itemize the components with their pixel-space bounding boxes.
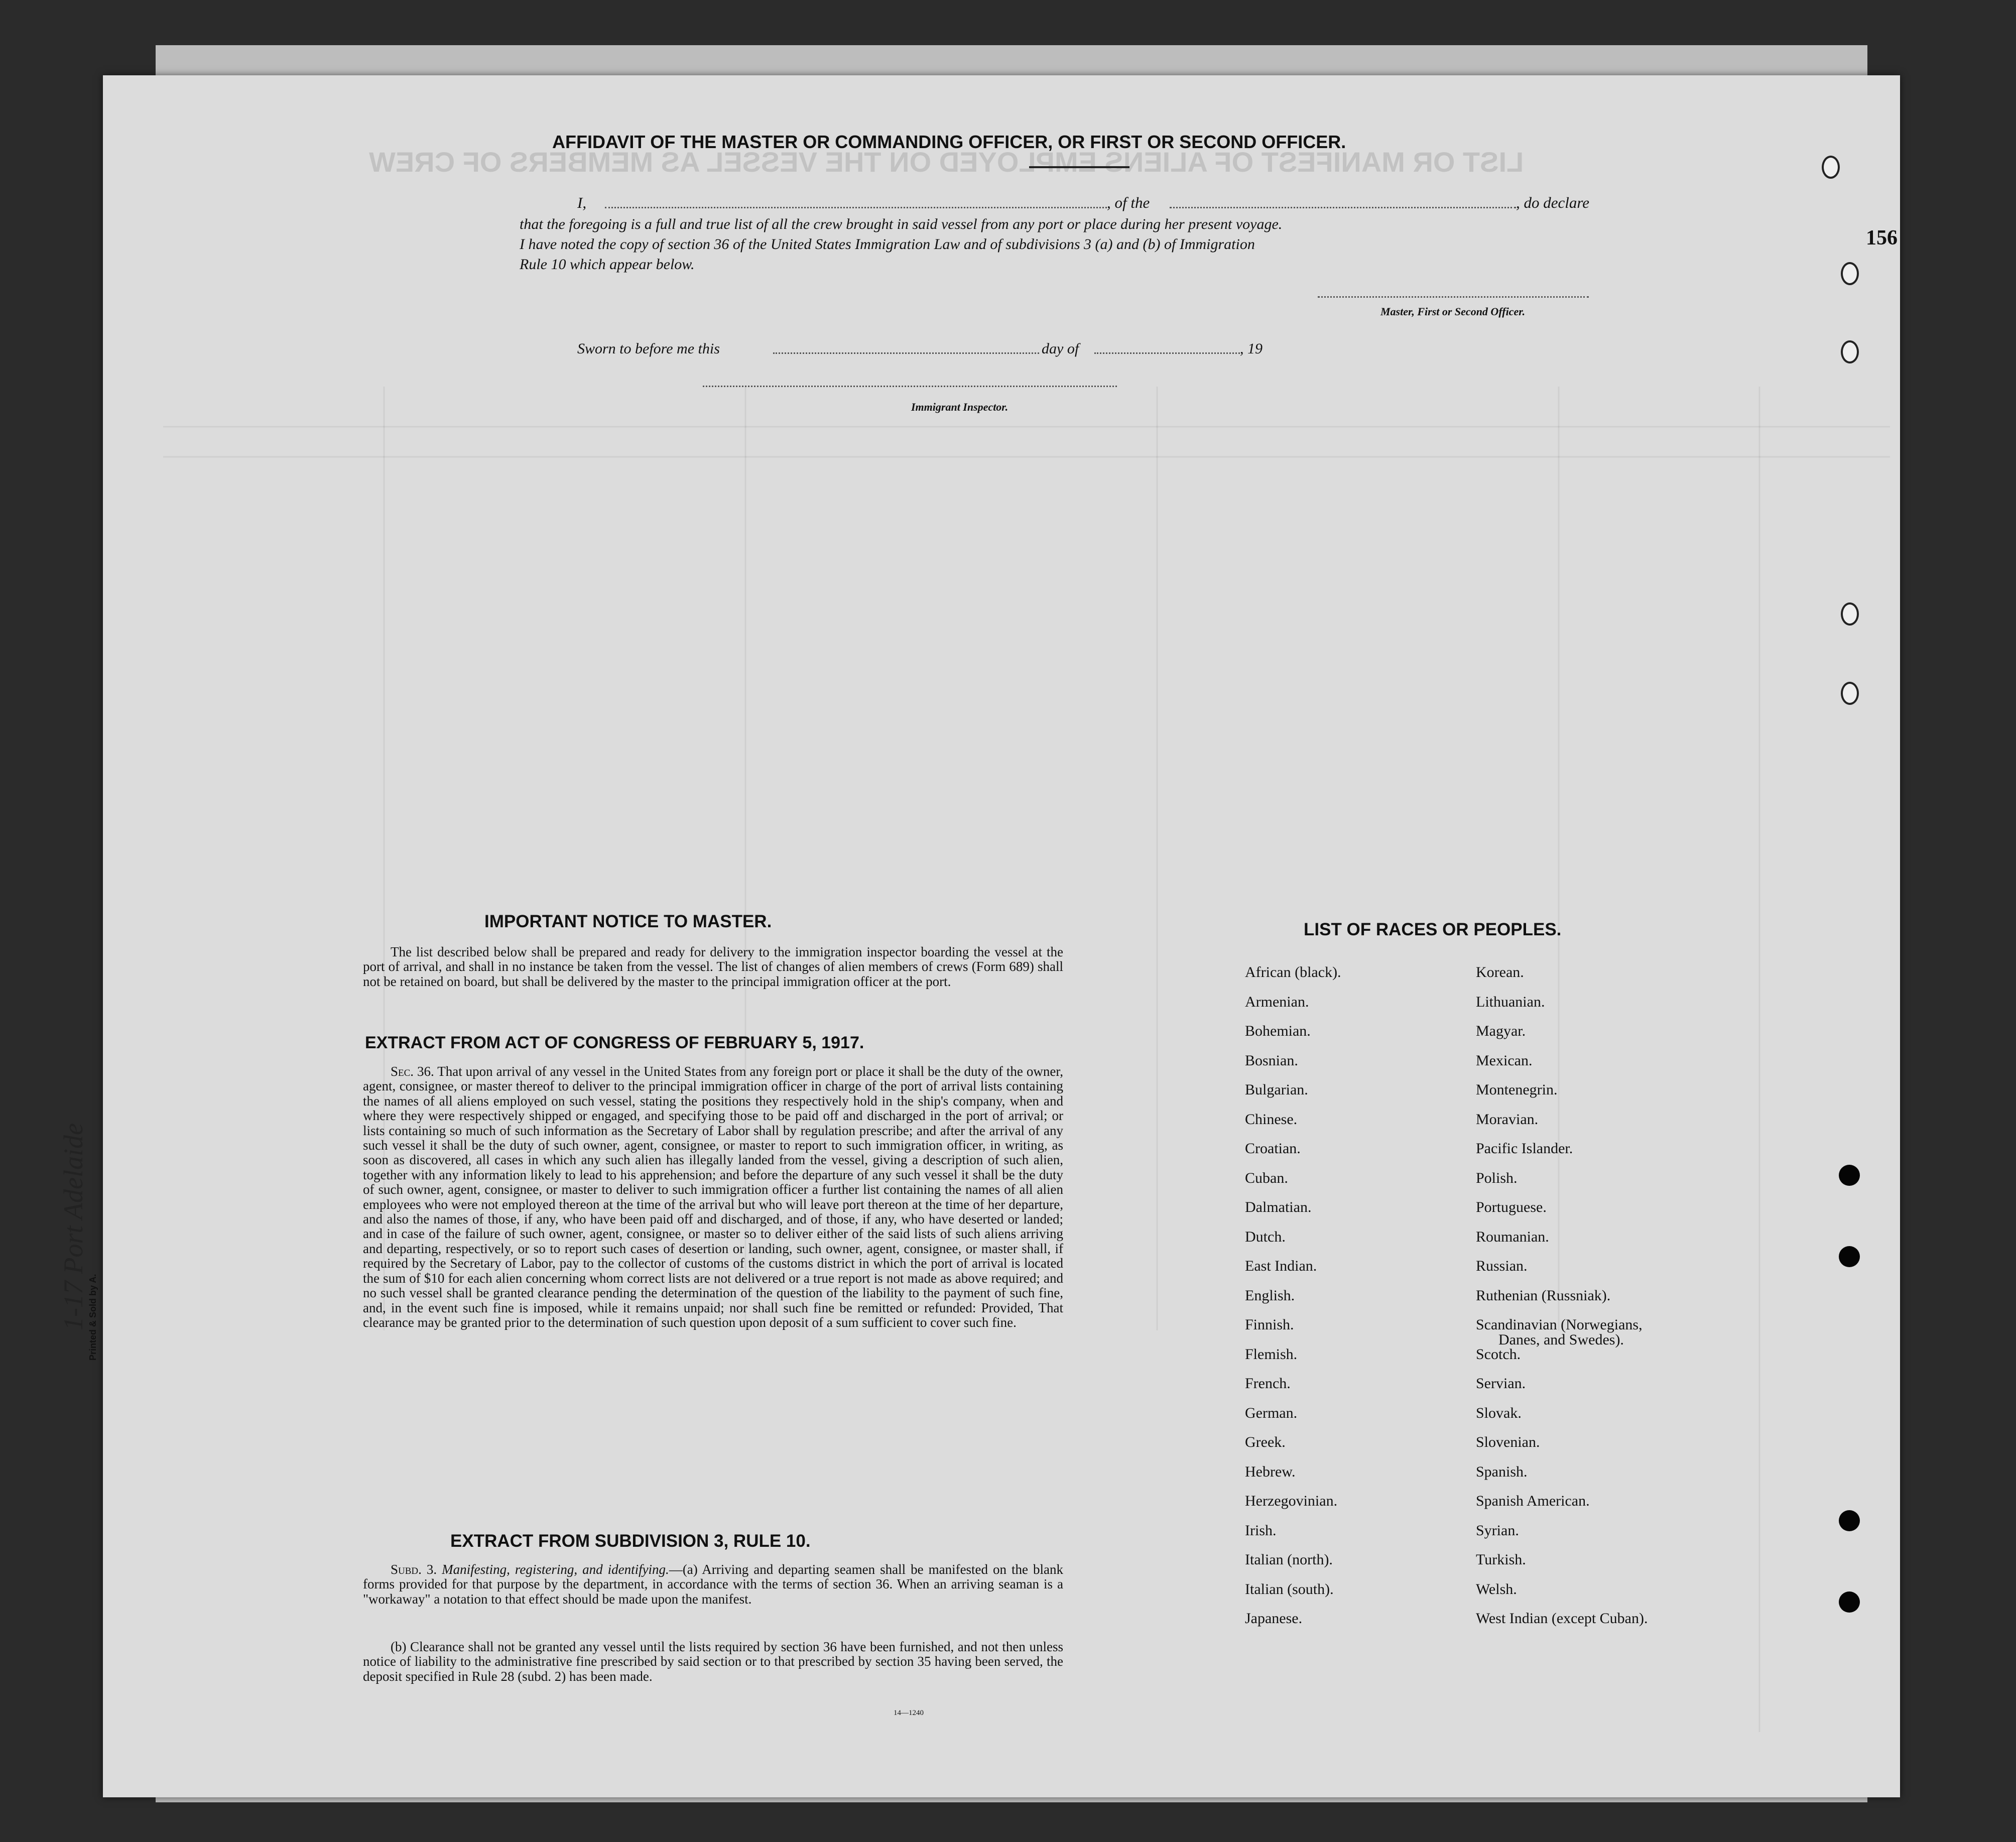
- race-item: Montenegrin.: [1476, 1081, 1558, 1098]
- binder-hole: [1841, 682, 1859, 705]
- race-item: Turkish.: [1476, 1551, 1526, 1568]
- affidavit-line2: that the foregoing is a full and true list of all the crew brought in said vessel from any port or place during her present voyage.: [520, 216, 1283, 232]
- affidavit-title-rule: [1029, 166, 1129, 168]
- races-col2-continuation: Danes, and Swedes).: [1498, 1331, 1624, 1348]
- race-item: Italian (south).: [1245, 1580, 1334, 1598]
- notice-title: IMPORTANT NOTICE TO MASTER.: [484, 912, 772, 931]
- race-item: Scotch.: [1476, 1345, 1521, 1363]
- race-item: Croatian.: [1245, 1140, 1301, 1157]
- race-item: East Indian.: [1245, 1258, 1317, 1274]
- binder-hole: [1841, 602, 1859, 626]
- race-item: Bohemian.: [1245, 1023, 1311, 1039]
- race-item: Lithuanian.: [1476, 993, 1545, 1010]
- race-item: Slovak.: [1476, 1404, 1522, 1421]
- binder-hole: [1841, 262, 1859, 285]
- race-item: Scandinavian (Norwegians,: [1476, 1316, 1643, 1333]
- race-item: Russian.: [1476, 1258, 1528, 1274]
- form-number: 14—1240: [894, 1709, 924, 1717]
- act-title: EXTRACT FROM ACT OF CONGRESS OF FEBRUARY 5, 1917.: [365, 1033, 864, 1052]
- race-item: Spanish American.: [1476, 1493, 1590, 1509]
- race-item: Flemish.: [1245, 1345, 1298, 1363]
- race-item: Herzegovinian.: [1245, 1493, 1338, 1509]
- bleed-through-grid: [103, 75, 1900, 1797]
- race-item: Cuban.: [1245, 1169, 1288, 1186]
- race-item: Chinese.: [1245, 1111, 1298, 1128]
- race-item: Welsh.: [1476, 1580, 1517, 1598]
- race-item: Hebrew.: [1245, 1463, 1296, 1480]
- sworn-label: Sworn to before me this: [577, 340, 720, 357]
- race-item: Finnish.: [1245, 1316, 1294, 1333]
- act-body-text: That upon arrival of any vessel in the United States from any foreign port or place it shall be the duty of the owner, agent, consignee, or master thereof to deliver to the principal immigration officer in charge of the port of arrival lists containing the names of all aliens employed on such vessel, stating the positions they respectively hold in the ship's company, when and where they were respectively shipped or engaged, and specifying those to be paid off and discharged in the port of arrival; or lists containing so much of such information as the Secretary of Labor shall by regulation prescribe; and after the arrival of any such vessel it shall be the duty of such owner, agent, consignee, or master to report to such immigration officer, in writing, as soon as discovered, all cases in which any such alien has illegally landed from the vessel, giving a description of such alien, together with any information likely to lead to his apprehension; and before the departure of any such vessel it shall be the duty of such owner, agent, consignee, or master to deliver to such immigration officer a further list containing the names of all alien employees who were not employed thereon at the time of the arrival but who will leave port thereon at the time of her departure, and also the names of those, if any, who have been paid off and discharged, and of those, if any, who have deserted or landed; and in case of the failure of such owner, agent, consignee, or master so to deliver either of the said lists of such aliens arriving and departing, respectively, or so to report such cases of desertion or landing, such owner, agent, consignee, or master shall, if required by the Secretary of Labor, pay to the collector of customs of the customs district in which the port of arrival is located the sum of $10 for each alien concerning whom correct lists are not delivered or a true report is not made as above required; and no such vessel shall be granted clearance pending the determination of the question of the liability to the payment of such fine, and, in the event such fine is imposed, while it remains unpaid; nor shall such fine be remitted or refunded: Provided, That clearance may be granted prior to the determination of such question upon deposit of a sum sufficient to cover such fine.: [363, 1064, 1063, 1330]
- race-item: Polish.: [1476, 1169, 1518, 1186]
- binder-hole: [1822, 156, 1840, 179]
- race-item: Mexican.: [1476, 1052, 1533, 1069]
- rule-subd-label: Subd. 3.: [391, 1562, 437, 1577]
- printer-imprint: Printed & Sold by A.: [88, 1274, 98, 1361]
- rule-a-paragraph: [363, 1562, 1063, 1607]
- race-item: West Indian (except Cuban).: [1476, 1610, 1648, 1627]
- affidavit-declare: , do declare: [1516, 194, 1590, 211]
- binder-hole: [1841, 340, 1859, 363]
- race-item: French.: [1245, 1375, 1291, 1392]
- race-item: Italian (north).: [1245, 1551, 1333, 1568]
- races-title: LIST OF RACES OR PEOPLES.: [1304, 920, 1562, 939]
- race-item: Japanese.: [1245, 1610, 1303, 1627]
- inspector-line: [703, 386, 1117, 387]
- affidavit-of-the: , of the: [1107, 194, 1150, 211]
- race-item: Moravian.: [1476, 1111, 1539, 1128]
- year-label: , 19: [1240, 340, 1263, 357]
- punched-hole: [1839, 1510, 1860, 1531]
- master-sig-line: [1318, 296, 1589, 298]
- rule-subd-heading: Manifesting, registering, and identifying.: [442, 1562, 669, 1577]
- race-item: Portuguese.: [1476, 1199, 1547, 1215]
- race-item: Slovenian.: [1476, 1434, 1540, 1450]
- punched-hole: [1839, 1591, 1860, 1613]
- rule-b-paragraph: (b) Clearance shall not be granted any vessel until the lists required by section 36 have been furnished, and not then unless notice of liability to the administrative fine prescribed by said section or to that prescribed by section 35 having been served, the deposit specified in Rule 28 (subd. 2) has been made.: [363, 1639, 1063, 1684]
- race-item: Spanish.: [1476, 1463, 1528, 1480]
- inspector-label: Immigrant Inspector.: [911, 401, 1009, 413]
- sworn-month-blank: [1094, 352, 1240, 354]
- affidavit-line4: Rule 10 which appear below.: [520, 256, 695, 273]
- ghost-header: LIST OR MANIFEST OF ALIENS EMPLOYED ON THE VESSEL AS MEMBERS OF CREW: [369, 146, 1524, 178]
- punched-hole: [1839, 1246, 1860, 1267]
- rule-title: EXTRACT FROM SUBDIVISION 3, RULE 10.: [450, 1531, 811, 1551]
- race-item: Armenian.: [1245, 993, 1309, 1010]
- affidavit-i: I,: [577, 194, 587, 211]
- race-item: Dutch.: [1245, 1228, 1286, 1245]
- handwritten-port: 1-17 Port Adelaide: [58, 1123, 88, 1330]
- race-item: Ruthenian (Russniak).: [1476, 1287, 1611, 1304]
- race-item: Roumanian.: [1476, 1228, 1549, 1245]
- affidavit-title: AFFIDAVIT OF THE MASTER OR COMMANDING OFFICER, OR FIRST OR SECOND OFFICER.: [552, 132, 1346, 152]
- race-item: English.: [1245, 1287, 1295, 1304]
- sworn-day-blank: [773, 352, 1039, 354]
- notice-body: The list described below shall be prepared and ready for delivery to the immigration inspector boarding the vessel at the port of arrival, and shall in no instance be taken from the vessel. The list of changes of alien members of crews (Form 689) shall not be retained on board, but shall be delivered by the master to the principal immigration officer at the port.: [363, 944, 1063, 989]
- race-item: Irish.: [1245, 1522, 1277, 1539]
- race-item: African (black).: [1245, 964, 1341, 980]
- race-item: German.: [1245, 1404, 1298, 1421]
- race-item: Korean.: [1476, 964, 1524, 980]
- race-item: Magyar.: [1476, 1023, 1526, 1039]
- master-sig-label: Master, First or Second Officer.: [1380, 305, 1526, 318]
- race-item: Greek.: [1245, 1434, 1286, 1450]
- race-item: Servian.: [1476, 1375, 1526, 1392]
- act-sec-label: Sec. 36.: [391, 1064, 434, 1079]
- vessel-blank: [1170, 207, 1516, 208]
- race-item: Bosnian.: [1245, 1052, 1298, 1069]
- punched-hole: [1839, 1165, 1860, 1186]
- name-blank: [605, 207, 1107, 208]
- race-item: Syrian.: [1476, 1522, 1519, 1539]
- race-item: Dalmatian.: [1245, 1199, 1312, 1215]
- race-item: Bulgarian.: [1245, 1081, 1308, 1098]
- day-of-label: day of: [1042, 340, 1079, 357]
- act-body: [363, 1064, 1063, 1330]
- form-sheet: [58, 75, 1900, 1797]
- page-number: 156: [1866, 226, 1898, 250]
- rule-a-text: —(a) Arriving and departing seamen shall be manifested on the blank forms provided for that purpose by the department, in accordance with the terms of section 36. When an arriving seaman is a "workaway" a notation to that effect should be made upon the manifest.: [363, 1562, 1063, 1607]
- race-item: Pacific Islander.: [1476, 1140, 1573, 1157]
- affidavit-line3: I have noted the copy of section 36 of the United States Immigration Law and of subdivisions 3 (a) and (b) of Immigration: [520, 236, 1255, 253]
